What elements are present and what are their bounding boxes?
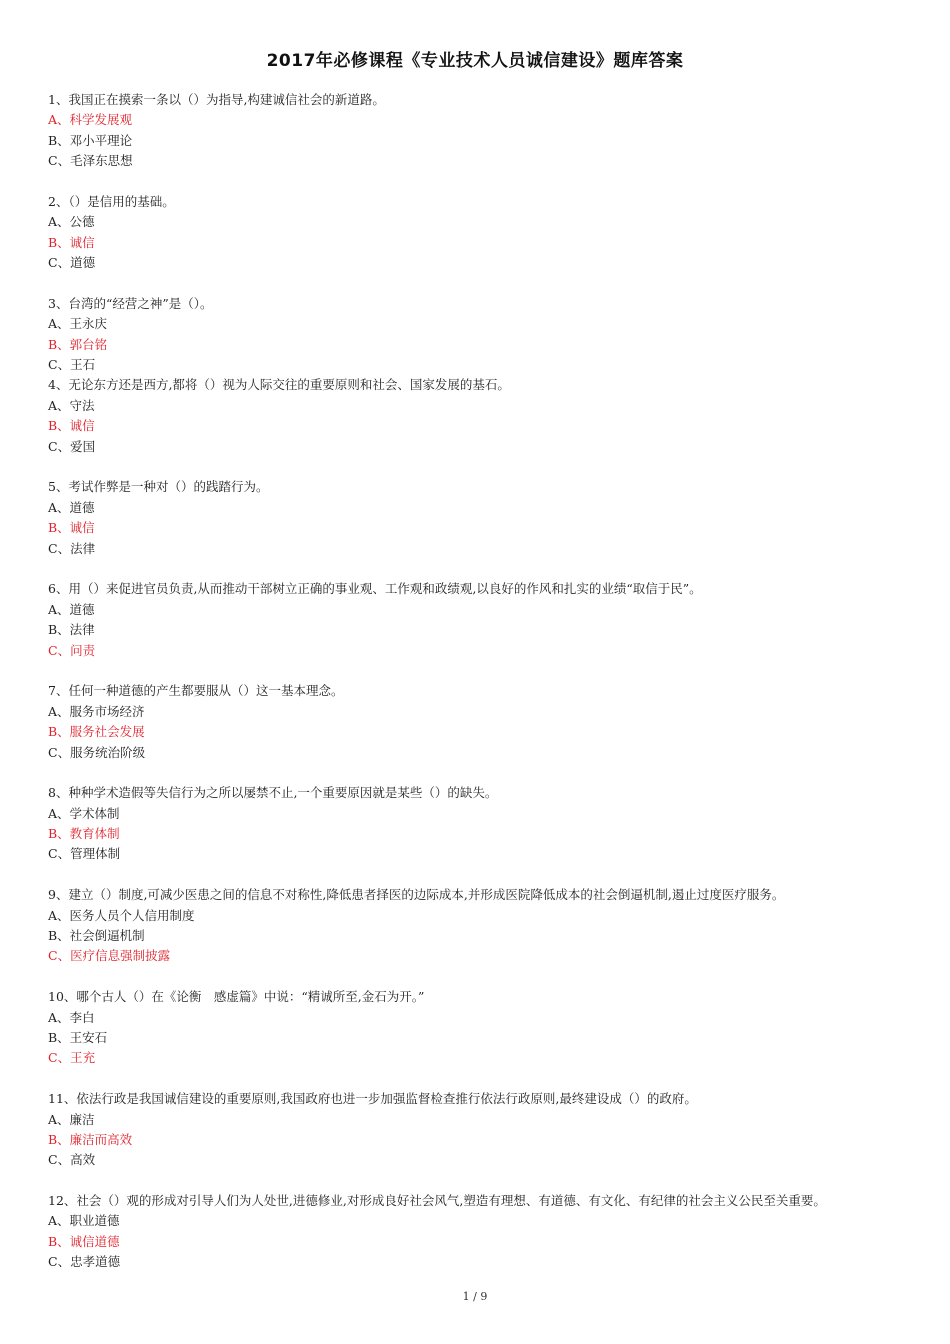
spacer: [48, 559, 918, 579]
question-stem: 11、依法行政是我国诚信建设的重要原则,我国政府也进一步加强监督检查推行依法行政原则,最终建设成（）的政府。: [48, 1091, 697, 1107]
answer-option: B、社会倒逼机制: [48, 928, 145, 944]
answer-option-correct: C、问责: [48, 642, 96, 658]
answer-option: A、学术体制: [48, 805, 120, 821]
answer-option: B、法律: [48, 622, 95, 638]
answer-option: A、服务市场经济: [48, 703, 145, 719]
question-stem: 10、哪个古人（）在《论衡 感虚篇》中说：“精诚所至,金石为开。”: [48, 989, 425, 1005]
answer-option-correct: B、诚信: [48, 234, 95, 250]
spacer: [48, 865, 918, 885]
answer-option-correct: B、服务社会发展: [48, 724, 145, 740]
question-stem: 2、（）是信用的基础。: [48, 193, 175, 209]
question-stem: 4、无论东方还是西方,都将（）视为人际交往的重要原则和社会、国家发展的基石。: [48, 377, 510, 393]
answer-option-correct: B、诚信: [48, 520, 95, 536]
answer-option: A、廉洁: [48, 1111, 95, 1127]
answer-option: C、管理体制: [48, 846, 121, 862]
spacer: [48, 172, 918, 192]
answer-option: A、王永庆: [48, 316, 108, 332]
answer-option: C、高效: [48, 1152, 96, 1168]
question-block: [48, 375, 918, 477]
answer-option-correct: B、教育体制: [48, 826, 120, 842]
answer-option: C、爱国: [48, 438, 96, 454]
question-list: [48, 90, 918, 1273]
answer-option: C、服务统治阶级: [48, 744, 146, 760]
answer-option: A、职业道德: [48, 1213, 120, 1229]
answer-option-correct: A、科学发展观: [48, 112, 133, 128]
question-stem: 7、任何一种道德的产生都要服从（）这一基本理念。: [48, 683, 344, 699]
answer-option: A、医务人员个人信用制度: [48, 907, 195, 923]
question-block: [48, 885, 918, 987]
question-block: [48, 987, 918, 1089]
answer-option: C、法律: [48, 540, 96, 556]
spacer: [48, 1171, 918, 1191]
answer-option: C、王石: [48, 357, 96, 373]
spacer: [48, 967, 918, 987]
answer-option: C、毛泽东思想: [48, 153, 133, 169]
answer-option-correct: B、廉洁而高效: [48, 1131, 133, 1147]
question-block: [48, 1191, 918, 1273]
question-block: [48, 1089, 918, 1191]
answer-option: A、道德: [48, 499, 95, 515]
question-block: [48, 477, 918, 579]
question-stem: 5、考试作弊是一种对（）的践踏行为。: [48, 479, 269, 495]
answer-option-correct: C、医疗信息强制披露: [48, 948, 171, 964]
spacer: [48, 457, 918, 477]
question-block: [48, 90, 918, 192]
question-stem: 3、台湾的“经营之神”是（）。: [48, 295, 213, 311]
answer-option: B、王安石: [48, 1029, 108, 1045]
document-title: 2017年必修课程《专业技术人员诚信建设》题库答案: [266, 51, 684, 71]
answer-option-correct: B、诚信: [48, 418, 95, 434]
answer-option: B、邓小平理论: [48, 132, 133, 148]
question-block: [48, 579, 918, 681]
question-stem: 9、建立（）制度,可减少医患之间的信息不对称性,降低患者择医的边际成本,并形成医院降低成本的社会倒逼机制,遏止过度医疗服务。: [48, 887, 785, 903]
question-block: [48, 294, 918, 376]
spacer: [48, 1069, 918, 1089]
answer-option-correct: C、王充: [48, 1050, 96, 1066]
page-number: 1 / 9: [462, 1290, 488, 1303]
answer-option: C、忠孝道德: [48, 1254, 121, 1270]
question-block: [48, 783, 918, 885]
answer-option: A、李白: [48, 1009, 95, 1025]
spacer: [48, 763, 918, 783]
spacer: [48, 274, 918, 294]
question-stem: 6、用（）来促进官员负责,从而推动干部树立正确的事业观、工作观和政绩观,以良好的作风和扎实的业绩“取信于民”。: [48, 581, 702, 597]
question-block: [48, 681, 918, 783]
answer-option: A、道德: [48, 601, 95, 617]
answer-option: A、守法: [48, 397, 95, 413]
answer-option: C、道德: [48, 255, 96, 271]
question-block: [48, 192, 918, 294]
answer-option: A、公德: [48, 214, 95, 230]
answer-option-correct: B、郭台铭: [48, 336, 108, 352]
question-stem: 8、种种学术造假等失信行为之所以屡禁不止,一个重要原因就是某些（）的缺失。: [48, 785, 498, 801]
spacer: [48, 661, 918, 681]
question-stem: 12、社会（）观的形成对引导人们为人处世,进德修业,对形成良好社会风气,塑造有理想、有道德、有文化、有纪律的社会主义公民至关重要。: [48, 1193, 826, 1209]
question-stem: 1、我国正在摸索一条以（）为指导,构建诚信社会的新道路。: [48, 92, 385, 107]
answer-option-correct: B、诚信道德: [48, 1233, 120, 1249]
